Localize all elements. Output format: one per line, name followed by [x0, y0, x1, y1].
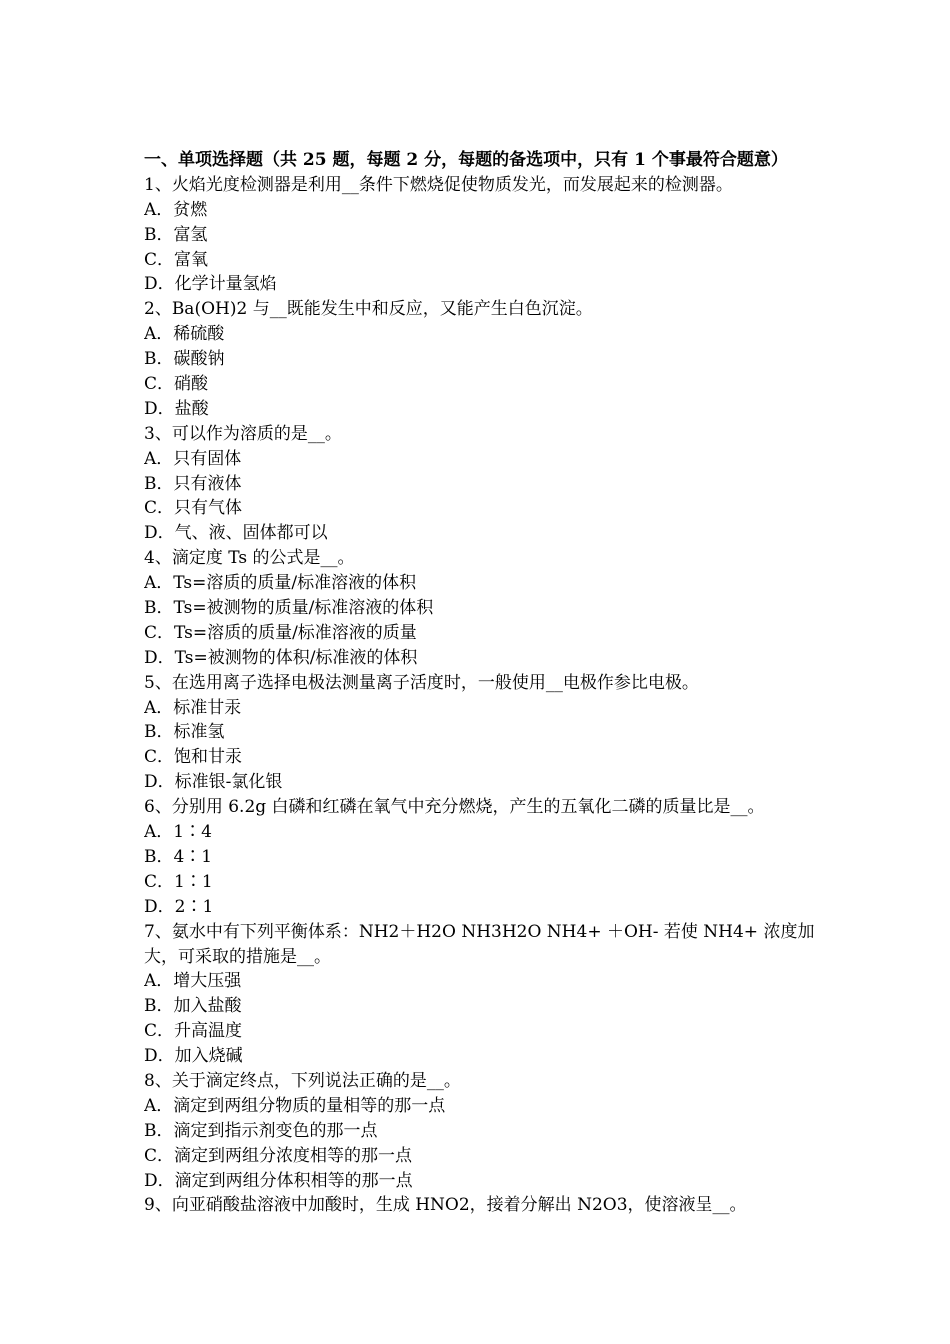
question-stem: 3、可以作为溶质的是__。: [144, 423, 342, 444]
question-stem: 5、在选用离子选择电极法测量离子活度时，一般使用__电极作参比电极。: [144, 672, 699, 693]
option-c: C．只有气体: [144, 498, 243, 519]
option-d: D．气、液、固体都可以: [144, 523, 328, 544]
option-a: A．Ts=溶质的质量/标准溶液的体积: [144, 573, 417, 594]
question-7: [144, 920, 816, 1069]
question-stem: 9、向亚硝酸盐溶液中加酸时，生成 HNO2，接着分解出 N2O3，使溶液呈__。: [144, 1195, 747, 1216]
question-stem: 7、氨水中有下列平衡体系：NH2＋H2O NH3H2O NH4+ ＋OH- 若使 NH4+ 浓度加大，可采取的措施是__。: [144, 921, 815, 967]
option-a: A．增大压强: [144, 971, 242, 992]
option-b: B．富氢: [144, 224, 208, 245]
option-c: C．升高温度: [144, 1021, 243, 1042]
question-stem: 8、关于滴定终点，下列说法正确的是__。: [144, 1070, 461, 1091]
section-heading: 一、单项选择题（共 25 题，每题 2 分，每题的备选项中，只有 1 个事最符合题意）: [144, 150, 788, 170]
option-b: B．只有液体: [144, 473, 242, 494]
option-d: D．化学计量氢焰: [144, 274, 277, 295]
option-c: C．Ts=溶质的质量/标准溶液的质量: [144, 622, 417, 643]
question-stem: 1、火焰光度检测器是利用__条件下燃烧促使物质发光，而发展起来的检测器。: [144, 174, 733, 195]
question-6: [144, 795, 816, 919]
question-2: [144, 297, 816, 421]
question-stem: 4、滴定度 Ts 的公式是__。: [144, 548, 355, 569]
option-a: A．贫燃: [144, 199, 208, 220]
option-a: A．标准甘汞: [144, 697, 242, 718]
option-c: C．滴定到两组分浓度相等的那一点: [144, 1145, 413, 1166]
option-c: C．富氧: [144, 249, 209, 270]
option-c: C．饱和甘汞: [144, 747, 243, 768]
document-content: [144, 148, 816, 1218]
option-d: D．滴定到两组分体积相等的那一点: [144, 1170, 413, 1191]
option-b: B．加入盐酸: [144, 996, 242, 1017]
option-c: C．硝酸: [144, 374, 209, 395]
option-a: A．滴定到两组分物质的量相等的那一点: [144, 1095, 446, 1116]
question-3: [144, 422, 816, 546]
question-5: [144, 671, 816, 795]
question-stem: 6、分别用 6.2g 白磷和红磷在氧气中充分燃烧，产生的五氧化二磷的质量比是__。: [144, 797, 765, 818]
option-b: B．Ts=被测物的质量/标准溶液的体积: [144, 598, 434, 619]
option-d: D．标准银-氯化银: [144, 772, 283, 793]
question-8: [144, 1069, 816, 1193]
question-1: [144, 173, 816, 297]
option-b: B．4∶1: [144, 846, 213, 867]
question-stem: 2、Ba(OH)2 与__既能发生中和反应，又能产生白色沉淀。: [144, 299, 593, 320]
question-4: [144, 546, 816, 670]
option-b: B．标准氢: [144, 722, 225, 743]
option-b: B．碳酸钠: [144, 349, 225, 370]
option-a: A．只有固体: [144, 448, 242, 469]
option-d: D．盐酸: [144, 398, 209, 419]
option-d: D．2∶1: [144, 896, 214, 917]
option-d: D．加入烧碱: [144, 1046, 243, 1067]
option-b: B．滴定到指示剂变色的那一点: [144, 1120, 378, 1141]
option-a: A．1∶4: [144, 822, 212, 843]
option-a: A．稀硫酸: [144, 324, 225, 345]
option-c: C．1∶1: [144, 871, 213, 892]
question-9: [144, 1193, 816, 1218]
option-d: D．Ts=被测物的体积/标准液的体积: [144, 647, 418, 668]
